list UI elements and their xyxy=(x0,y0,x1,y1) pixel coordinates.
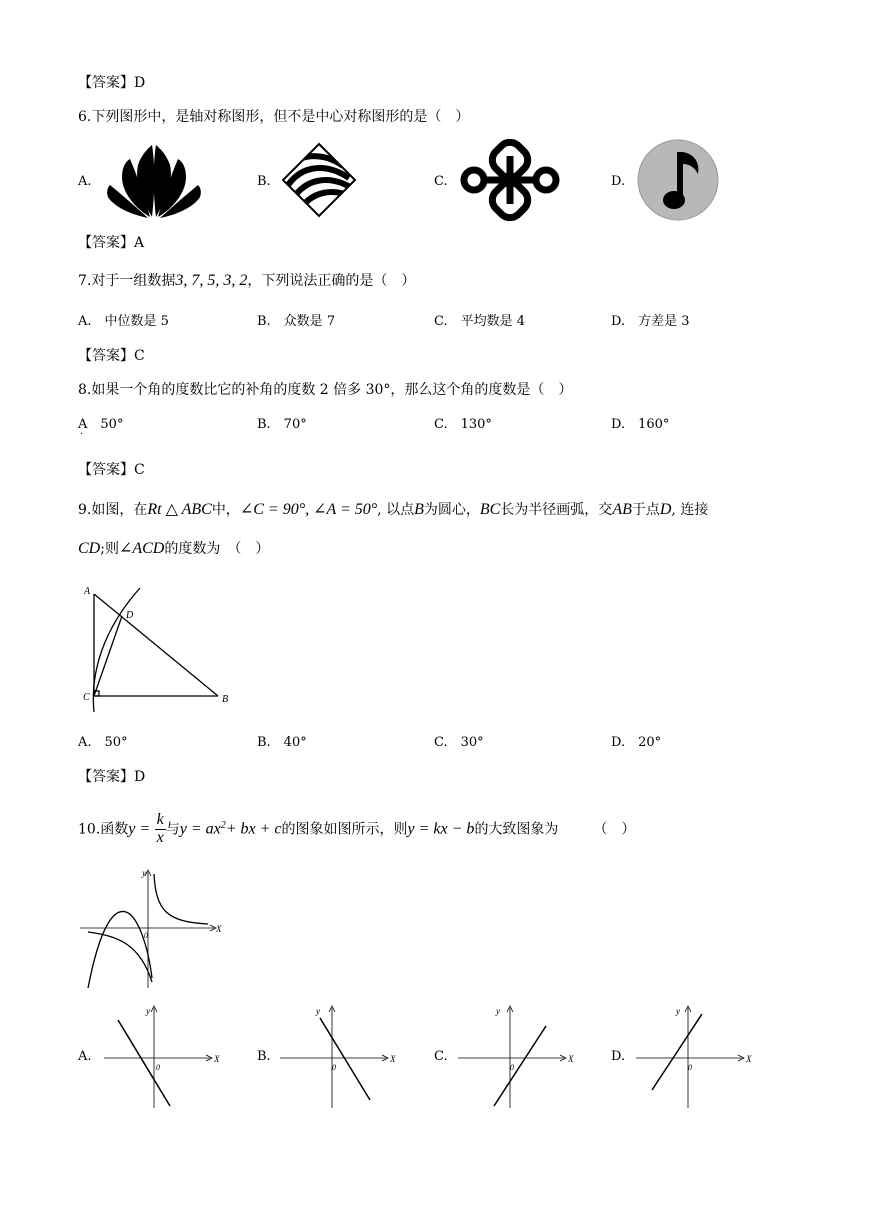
q10-option-c-graph xyxy=(454,1004,584,1112)
q9-option-b: B. 40° xyxy=(257,735,307,750)
q6-option-c-label: C. xyxy=(434,174,448,189)
q6-option-b-label: B. xyxy=(257,174,271,189)
q9-stem-line2: CD;则∠ACD的度数为 （ ） xyxy=(78,540,270,557)
q9-stem-line1: 9.如图，在Rt △ ABC中，∠C = 90°, ∠A = 50°, 以点B为圆心，BC长为半径画弧，交AB于点D, 连接 xyxy=(78,501,709,518)
q8-dot: · xyxy=(80,429,84,440)
q10-option-d-graph xyxy=(632,1004,762,1112)
music-note-logo-icon xyxy=(636,138,720,222)
q9-option-a: A. 50° xyxy=(78,735,128,750)
q10-option-a-graph xyxy=(98,1004,228,1112)
q8-stem: 8.如果一个角的度数比它的补角的度数 2 倍多 30°，那么这个角的度数是（ ） xyxy=(78,382,573,398)
q10-option-b-graph xyxy=(276,1004,406,1112)
q9-option-c: C. 30° xyxy=(434,735,484,750)
svg-text:0: 0 xyxy=(688,1063,692,1072)
china-unicom-knot-icon xyxy=(458,138,562,222)
q7-option-d: D. 方差是 3 xyxy=(611,314,690,329)
q10-stem: 10.函数y = $\frac{k}{x}$ 与$y = ax^2+$ bx + c的图象如图所示，则y = kx − b的大致图象为 （ ） xyxy=(78,811,636,847)
svg-text:0: 0 xyxy=(144,931,148,940)
q6-stem: 6.下列图形中，是轴对称图形，但不是中心对称图形的是（ ） xyxy=(78,109,470,125)
q7-option-c: C. 平均数是 4 xyxy=(434,314,526,329)
q8-option-a: A 50° xyxy=(78,417,124,432)
svg-text:0: 0 xyxy=(510,1063,514,1072)
q9-label-d: D xyxy=(126,610,134,621)
svg-text:X: X xyxy=(746,1054,752,1064)
svg-text:y: y xyxy=(496,1006,500,1016)
svg-text:X: X xyxy=(568,1054,574,1064)
svg-text:X: X xyxy=(216,924,222,934)
q5-answer: 【答案】D xyxy=(78,75,146,91)
q7-option-a: A. 中位数是 5 xyxy=(78,314,169,329)
svg-text:y: y xyxy=(142,868,146,878)
q9-label-b: B xyxy=(222,694,229,705)
q10-fraction: $\frac{k}{x}$ xyxy=(156,811,164,847)
china-mobile-logo-icon xyxy=(281,142,357,218)
q10-main-graph xyxy=(78,866,228,991)
q10-option-b-label: B. xyxy=(257,1049,271,1064)
q7-answer: 【答案】C xyxy=(78,348,145,364)
svg-text:X: X xyxy=(214,1054,220,1064)
svg-text:y: y xyxy=(676,1006,680,1016)
svg-text:0: 0 xyxy=(156,1063,160,1072)
q7-stem: 7.对于一组数据3, 7, 5, 3, 2，下列说法正确的是（ ） xyxy=(78,272,416,289)
q10-option-c-label: C. xyxy=(434,1049,448,1064)
q10-option-d-label: D. xyxy=(611,1049,626,1064)
q9-label-c: C xyxy=(83,692,90,703)
q8-option-c: C. 130° xyxy=(434,417,492,432)
q9-answer: 【答案】D xyxy=(78,769,146,785)
svg-text:y: y xyxy=(316,1006,320,1016)
svg-text:0: 0 xyxy=(332,1063,336,1072)
q9-label-a: A xyxy=(84,586,91,597)
q10-option-a-label: A. xyxy=(78,1049,92,1064)
huawei-logo-icon xyxy=(104,143,204,219)
q6-option-d-label: D. xyxy=(611,174,626,189)
svg-text:X: X xyxy=(390,1054,396,1064)
q8-option-d: D. 160° xyxy=(611,417,670,432)
q9-triangle-figure xyxy=(78,582,238,714)
q6-option-a-label: A. xyxy=(78,174,92,189)
svg-text:y: y xyxy=(146,1006,150,1016)
q8-answer: 【答案】C xyxy=(78,462,145,478)
q6-answer: 【答案】A xyxy=(78,235,145,251)
q9-option-d: D. 20° xyxy=(611,735,662,750)
q7-option-b: B. 众数是 7 xyxy=(257,314,336,329)
q8-option-b: B. 70° xyxy=(257,417,307,432)
